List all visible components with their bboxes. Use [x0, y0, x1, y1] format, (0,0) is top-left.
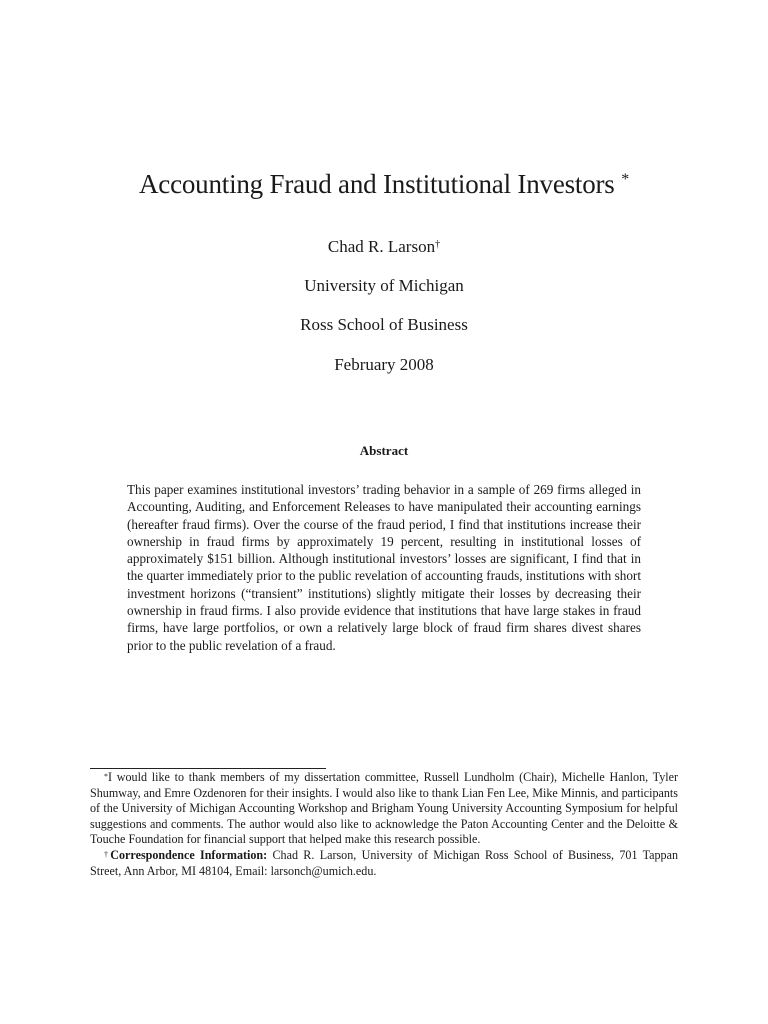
- footnote-2-text: Chad R. Larson, University of Michigan Ross School of Business, 701 Tappan Street, Ann Arbor, MI 48104, Email: larsonch@umich.edu.: [90, 847, 678, 878]
- footnote-2-label: Correspondence Information:: [110, 847, 268, 862]
- paper-title-text: Accounting Fraud and Institutional Investors: [139, 169, 615, 199]
- footnote-1-mark: *: [104, 772, 108, 781]
- abstract-heading: Abstract: [359, 443, 409, 458]
- author-footnote-mark: †: [435, 239, 441, 250]
- paper-date: February 2008: [334, 355, 434, 374]
- footnote-1-text: I would like to thank members of my dissertation committee, Russell Lundholm (Chair), Michelle Hanlon, Tyler Shumway, and Emre Ozdenoren for their insights. I would also like to thank Lian Fen Lee, Mike Minnis, and participants of the University of Michigan Accounting Workshop and Brigham Young University Accounting Symposium for helpful suggestions and comments. The author would also like to acknowledge the Paton Accounting Center and the Deloitte & Touche Foundation for financial support that helped make this research possible.: [90, 770, 678, 847]
- footnote-acknowledgements: [90, 770, 678, 848]
- abstract-text: This paper examines institutional investors’ trading behavior in a sample of 269 firms alleged in Accounting, Auditing, and Enforcement Releases to have manipulated their accounting earnings (hereafter fraud firms). Over the course of the fraud period, I find that institutions increase their ownership in fraud firms by approximately 19 percent, resulting in institutional losses of approximately $151 billion. Although institutional investors’ losses are significant, I find that in the quarter immediately prior to the public revelation of accounting frauds, institutions with short investment horizons (“transient” institutions) slightly mitigate their losses by decreasing their ownership in fraud firms. I also provide evidence that institutions that have large stakes in fraud firms, have large portfolios, or own a relatively large block of fraud firm shares divest shares prior to the public revelation of a fraud.: [127, 482, 641, 653]
- footnote-correspondence: [90, 848, 678, 879]
- footnote-2-mark: †: [104, 849, 111, 859]
- footnote-divider: [90, 768, 326, 769]
- paper-title: [0, 166, 768, 202]
- title-footnote-mark: *: [621, 171, 629, 188]
- footnotes: [90, 770, 678, 879]
- affiliation-school: Ross School of Business: [300, 315, 468, 334]
- author-name: Chad R. Larson: [327, 237, 436, 256]
- affiliation-university: University of Michigan: [304, 276, 464, 295]
- author-line: [0, 236, 768, 258]
